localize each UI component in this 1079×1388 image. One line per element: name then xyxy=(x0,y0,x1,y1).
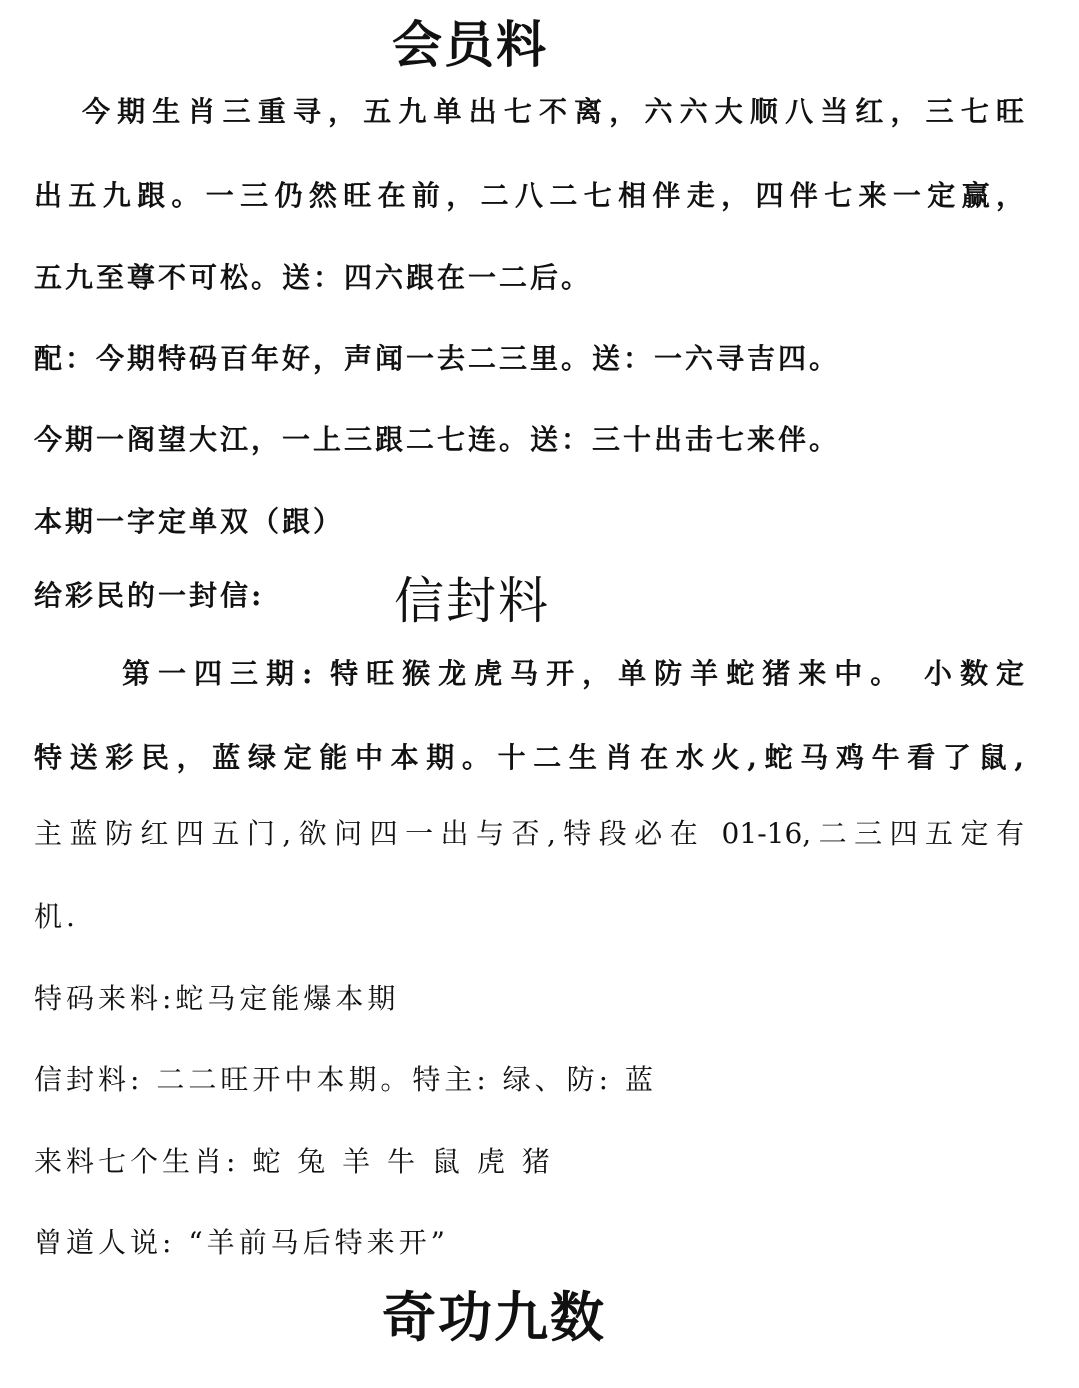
letter-qige-line: 来料七个生肖: 蛇 兔 羊 牛 鼠 虎 猪 xyxy=(34,1145,554,1178)
letter-para-line-2: 特送彩民，蓝绿定能中本期。十二生肖在水火,蛇马鸡牛看了鼠, xyxy=(34,741,1024,774)
member-danshuang-line: 本期一字定单双（跟） xyxy=(34,505,345,538)
letter-tema-line: 特码来料:蛇马定能爆本期 xyxy=(34,982,400,1015)
member-para-line-3: 五九至尊不可松。送：四六跟在一二后。 xyxy=(34,261,593,294)
member-title: 会员料 xyxy=(392,15,548,74)
letter-title: 信封料 xyxy=(394,572,550,630)
letter-zeng-line: 曾道人说: “羊前马后特来开” xyxy=(34,1226,449,1259)
letter-para-line-1: 第一四三期: 特旺猴龙虎马开，单防羊蛇猪来中。 小数定 xyxy=(122,657,1024,690)
member-para-line-1: 今期生肖三重寻，五九单出七不离，六六大顺八当红，三七旺 xyxy=(82,95,1024,128)
member-para-line-2: 出五九跟。一三仍然旺在前，二八二七相伴走，四伴七来一定赢， xyxy=(34,179,1024,212)
letter-xinfeng-line: 信封料: 二二旺开中本期。特主: 绿、防: 蓝 xyxy=(34,1063,658,1096)
letter-para-line-4: 机. xyxy=(34,900,79,933)
bottom-title: 奇功九数 xyxy=(382,1285,606,1349)
letter-para-line-3: 主蓝防红四五门,欲问四一出与否,特段必在 01-16,二三四五定有 xyxy=(34,817,1024,850)
letter-intro: 给彩民的一封信: xyxy=(34,579,265,612)
member-yige-line: 今期一阁望大江，一上三跟二七连。送：三十出击七来伴。 xyxy=(34,423,841,456)
member-pei-line: 配：今期特码百年好，声闻一去二三里。送：一六寻吉四。 xyxy=(34,342,841,375)
